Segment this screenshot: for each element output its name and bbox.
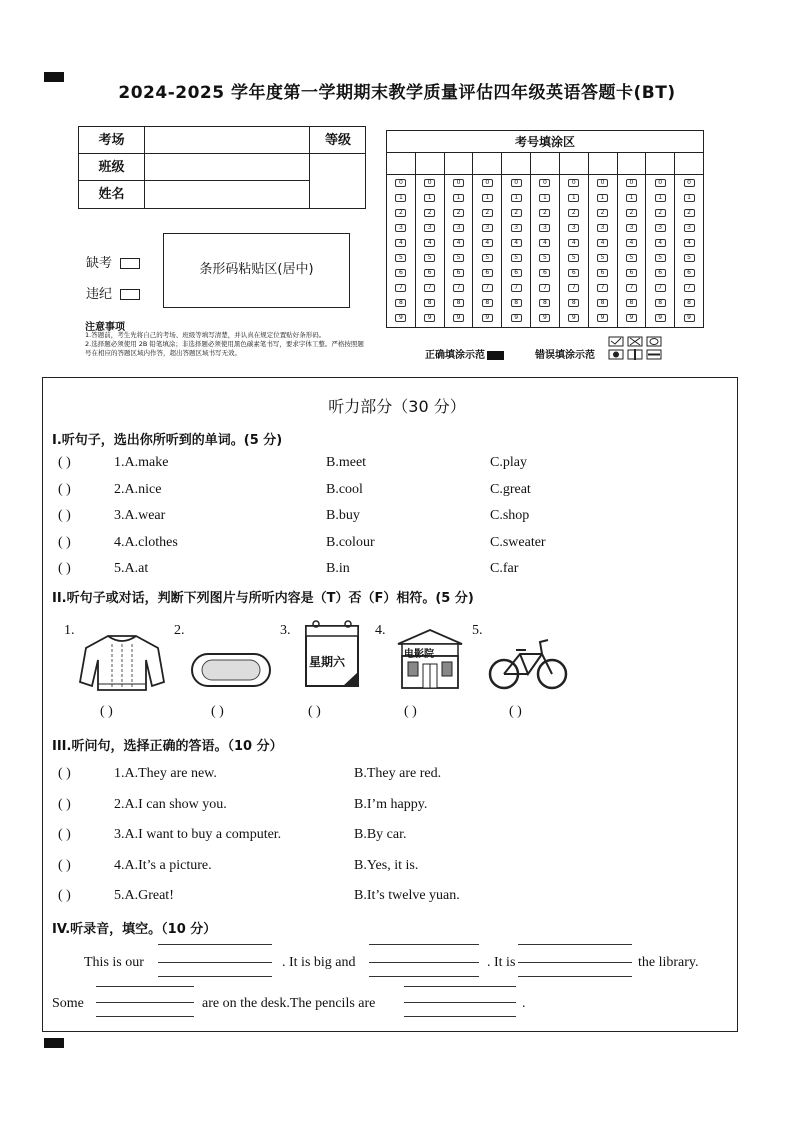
part1-heading: I.听句子，选出你所听到的单词。(5 分): [52, 433, 283, 448]
exam-digit-bubble[interactable]: 6: [655, 269, 666, 277]
option-c: C.far: [490, 561, 519, 576]
notes-text: [85, 331, 370, 358]
picture-number-1: 1.: [64, 623, 75, 638]
exam-digit-bubble[interactable]: 9: [539, 314, 550, 322]
answer-blank[interactable]: ( ): [58, 481, 71, 497]
exam-digit-bubble[interactable]: 0: [395, 179, 406, 187]
class-row: [79, 154, 309, 181]
answer-blank-pic4[interactable]: ( ): [404, 704, 417, 719]
exam-digit-bubble[interactable]: 9: [597, 314, 608, 322]
exam-digit-bubble[interactable]: 2: [395, 209, 406, 217]
exam-digit-bubble[interactable]: 8: [539, 299, 550, 307]
part3-heading: III.听问句，选择正确的答语。（10 分）: [52, 739, 283, 754]
exam-digit-bubble[interactable]: 4: [568, 239, 579, 247]
exam-digit-bubble[interactable]: 9: [453, 314, 464, 322]
exam-digit-write-cell[interactable]: [502, 153, 530, 175]
exam-digit-bubble[interactable]: 0: [597, 179, 608, 187]
exam-digit-bubble[interactable]: 0: [568, 179, 579, 187]
exam-digit-bubble[interactable]: 8: [453, 299, 464, 307]
exam-digit-bubble[interactable]: 3: [626, 224, 637, 232]
exam-grid-column: [387, 153, 416, 327]
exam-digit-bubble[interactable]: 1: [597, 194, 608, 202]
option-c: C.great: [490, 481, 531, 497]
exam-digit-bubble[interactable]: 3: [597, 224, 608, 232]
exam-digit-bubble[interactable]: 8: [395, 299, 406, 307]
correct-fill-example: [425, 346, 504, 361]
exam-digit-bubble[interactable]: 8: [597, 299, 608, 307]
fill-blank-1[interactable]: [158, 962, 272, 963]
discipline-label: 违纪: [86, 287, 113, 302]
option-a: 1.A.They are new.: [114, 766, 217, 781]
exam-digit-bubble[interactable]: 4: [395, 239, 406, 247]
exam-digit-bubble[interactable]: 5: [568, 254, 579, 262]
option-a: 5.A.Great!: [114, 888, 174, 903]
fill-blank-5[interactable]: [404, 1002, 516, 1003]
exam-digit-bubble[interactable]: 1: [568, 194, 579, 202]
exam-digit-bubble[interactable]: 4: [655, 239, 666, 247]
exam-digit-bubble[interactable]: 5: [424, 254, 435, 262]
option-c: C.shop: [490, 508, 530, 523]
answer-blank[interactable]: ( ): [58, 534, 71, 550]
exam-digit-bubble[interactable]: 0: [511, 179, 522, 187]
exam-digit-bubble[interactable]: 9: [655, 314, 666, 322]
exam-digit-bubble[interactable]: 6: [539, 269, 550, 277]
exam-digit-bubble[interactable]: 3: [453, 224, 464, 232]
exam-digit-bubble[interactable]: 1: [424, 194, 435, 202]
fill-sentence-3: . It is: [487, 955, 516, 970]
exam-digit-bubble[interactable]: 6: [453, 269, 464, 277]
exam-grid-column: [502, 153, 531, 327]
picture-number-4: 4.: [375, 623, 386, 638]
exam-digit-bubble[interactable]: 2: [482, 209, 493, 217]
exam-digit-bubble[interactable]: 0: [684, 179, 695, 187]
cinema-text: 电影院: [404, 649, 434, 660]
exam-digit-bubble[interactable]: 0: [424, 179, 435, 187]
exam-digit-write-cell[interactable]: [445, 153, 473, 175]
discipline-checkbox[interactable]: [120, 289, 140, 300]
exam-digit-bubble[interactable]: 9: [424, 314, 435, 322]
exam-room-label: 考场: [79, 127, 145, 153]
exam-grid-column: [531, 153, 560, 327]
exam-digit-bubble[interactable]: 3: [511, 224, 522, 232]
exam-digit-bubble[interactable]: 9: [511, 314, 522, 322]
absent-checkbox[interactable]: [120, 258, 140, 269]
filled-bubble-icon: [487, 351, 504, 360]
option-b: B.buy: [326, 508, 360, 523]
answer-blank-pic2[interactable]: ( ): [211, 704, 224, 719]
exam-digit-bubble[interactable]: 5: [511, 254, 522, 262]
exam-digit-bubble[interactable]: 2: [424, 209, 435, 217]
exam-digit-write-cell[interactable]: [675, 153, 703, 175]
exam-digit-bubble[interactable]: 8: [684, 299, 695, 307]
exam-digit-bubble[interactable]: 2: [568, 209, 579, 217]
exam-digit-bubble[interactable]: 8: [482, 299, 493, 307]
option-a: 4.A.clothes: [114, 534, 178, 550]
exam-digit-bubble[interactable]: 1: [395, 194, 406, 202]
exam-digit-bubble[interactable]: 1: [511, 194, 522, 202]
exam-digit-bubble[interactable]: 1: [655, 194, 666, 202]
exam-digit-write-cell[interactable]: [589, 153, 617, 175]
exam-digit-bubble[interactable]: 0: [626, 179, 637, 187]
exam-digit-bubble[interactable]: 0: [539, 179, 550, 187]
option-b: B.I’m happy.: [354, 796, 428, 812]
exam-digit-bubble[interactable]: 5: [482, 254, 493, 262]
exam-digit-bubble[interactable]: 5: [684, 254, 695, 262]
exam-digit-bubble[interactable]: 4: [597, 239, 608, 247]
answer-blank[interactable]: ( ): [58, 857, 71, 873]
answer-blank[interactable]: ( ): [58, 827, 71, 842]
exam-digit-bubble[interactable]: 3: [655, 224, 666, 232]
barcode-area: 条形码粘贴区(居中): [163, 233, 350, 308]
option-a: 4.A.It’s a picture.: [114, 857, 212, 873]
exam-digit-bubble[interactable]: 9: [684, 314, 695, 322]
exam-digit-bubble[interactable]: 4: [684, 239, 695, 247]
exam-digit-bubble[interactable]: 1: [626, 194, 637, 202]
exam-digit-bubble[interactable]: 7: [539, 284, 550, 292]
exam-digit-bubble[interactable]: 9: [626, 314, 637, 322]
exam-digit-bubble[interactable]: 8: [568, 299, 579, 307]
wrong-fill-example: [535, 346, 595, 361]
exam-digit-bubble[interactable]: 8: [424, 299, 435, 307]
exam-digit-bubble[interactable]: 0: [453, 179, 464, 187]
wrong-fill-label: 错误填涂示范: [535, 350, 595, 361]
answer-blank[interactable]: ( ): [58, 796, 71, 812]
sweater-icon: [78, 632, 166, 694]
absent-checkbox-row: [86, 252, 140, 271]
part4-heading: IV.听录音，填空。（10 分）: [52, 922, 217, 937]
option-b: B.cool: [326, 481, 363, 497]
option-b: B.Yes, it is.: [354, 857, 419, 873]
exam-digit-bubble[interactable]: 7: [482, 284, 493, 292]
exam-digit-bubble[interactable]: 4: [539, 239, 550, 247]
discipline-checkbox-row: [86, 283, 140, 302]
calendar-text: 星期六: [309, 655, 346, 669]
exam-digit-bubble[interactable]: 5: [597, 254, 608, 262]
option-b: B.They are red.: [354, 766, 442, 781]
option-a: 2.A.I can show you.: [114, 796, 227, 812]
exam-digit-bubble[interactable]: 7: [395, 284, 406, 292]
answer-blank[interactable]: ( ): [58, 561, 71, 576]
fill-sentence-5: Some: [52, 996, 84, 1011]
answer-blank[interactable]: ( ): [58, 455, 71, 470]
option-b: B.in: [326, 561, 350, 576]
page-title: 2024-2025 学年度第一学期期末教学质量评估四年级英语答题卡(BT): [118, 83, 676, 103]
answer-blank-pic5[interactable]: ( ): [509, 704, 522, 719]
exam-digit-bubble[interactable]: 7: [511, 284, 522, 292]
exam-grid-column: [646, 153, 675, 327]
exam-digit-write-cell[interactable]: [560, 153, 588, 175]
part2-heading: II.听句子或对话，判断下列图片与所听内容是（T）否（F）相符。(5 分): [52, 591, 474, 606]
exam-digit-bubble[interactable]: 7: [626, 284, 637, 292]
exam-digit-bubble[interactable]: 2: [655, 209, 666, 217]
exam-digit-write-cell[interactable]: [618, 153, 646, 175]
option-b: B.meet: [326, 455, 367, 470]
exam-digit-bubble[interactable]: 3: [539, 224, 550, 232]
exam-digit-bubble[interactable]: 4: [626, 239, 637, 247]
exam-digit-bubble[interactable]: 6: [684, 269, 695, 277]
fill-blank-2[interactable]: [369, 962, 479, 963]
exam-digit-bubble[interactable]: 9: [568, 314, 579, 322]
notes-line-2: 2.选择题必须使用 2B 铅笔填涂；非选择题必须使用黑色碳素笔书写，要求字体工整。严格按照题号在相应的答题区域内作答，超出答题区域书写无效。: [85, 340, 364, 357]
exam-grid-column: [589, 153, 618, 327]
exam-digit-bubble[interactable]: 6: [511, 269, 522, 277]
correct-fill-label: 正确填涂示范: [425, 350, 485, 361]
exam-digit-bubble[interactable]: 6: [568, 269, 579, 277]
student-info-table: [78, 126, 366, 209]
answer-blank[interactable]: ( ): [58, 888, 71, 903]
option-a: 3.A.I want to buy a computer.: [114, 827, 282, 842]
fill-blank-3[interactable]: [518, 962, 632, 963]
eraser-icon: [190, 652, 272, 688]
fill-sentence-4: the library.: [638, 955, 699, 970]
exam-digit-bubble[interactable]: 5: [539, 254, 550, 262]
exam-digit-bubble[interactable]: 9: [395, 314, 406, 322]
exam-digit-bubble[interactable]: 5: [453, 254, 464, 262]
notes-line-1: 1.答题前，考生先将自己的考场、班级等填写清楚，并认真在规定位置贴好条形码。: [85, 331, 326, 339]
exam-digit-bubble[interactable]: 7: [568, 284, 579, 292]
picture-number-3: 3.: [280, 623, 291, 638]
exam-digit-bubble[interactable]: 6: [482, 269, 493, 277]
exam-grid-column: [560, 153, 589, 327]
exam-grid-column: [618, 153, 647, 327]
answer-blank-pic1[interactable]: ( ): [100, 704, 113, 719]
option-b: B.It’s twelve yuan.: [354, 888, 460, 903]
class-label: 班级: [79, 154, 145, 180]
fill-sentence-1: This is our: [84, 955, 144, 970]
exam-digit-bubble[interactable]: 2: [597, 209, 608, 217]
picture-number-2: 2.: [174, 623, 185, 638]
absent-label: 缺考: [86, 256, 113, 271]
exam-digit-bubble[interactable]: 2: [626, 209, 637, 217]
exam-digit-bubble[interactable]: 6: [395, 269, 406, 277]
exam-digit-bubble[interactable]: 1: [482, 194, 493, 202]
option-b: B.colour: [326, 534, 375, 550]
exam-digit-bubble[interactable]: 2: [684, 209, 695, 217]
exam-digit-bubble[interactable]: 3: [424, 224, 435, 232]
exam-digit-bubble[interactable]: 1: [539, 194, 550, 202]
fill-blank-4[interactable]: [96, 1002, 194, 1003]
exam-digit-write-cell[interactable]: [416, 153, 444, 175]
exam-digit-bubble[interactable]: 7: [684, 284, 695, 292]
name-row: [79, 181, 309, 208]
exam-digit-bubble[interactable]: 6: [626, 269, 637, 277]
option-a: 2.A.nice: [114, 481, 162, 497]
exam-digit-bubble[interactable]: 3: [482, 224, 493, 232]
exam-digit-bubble[interactable]: 4: [511, 239, 522, 247]
exam-digit-bubble[interactable]: 3: [395, 224, 406, 232]
notes-title: 注意事项: [85, 322, 125, 333]
exam-digit-bubble[interactable]: 0: [482, 179, 493, 187]
answer-blank-pic3[interactable]: ( ): [308, 704, 321, 719]
exam-digit-bubble[interactable]: 1: [684, 194, 695, 202]
option-a: 1.A.make: [114, 455, 169, 470]
listening-section-title: 听力部分（30 分）: [328, 397, 466, 416]
exam-digit-bubble[interactable]: 1: [453, 194, 464, 202]
option-a: 3.A.wear: [114, 508, 166, 523]
exam-digit-bubble[interactable]: 9: [482, 314, 493, 322]
answer-blank[interactable]: ( ): [58, 766, 71, 781]
exam-digit-bubble[interactable]: 8: [626, 299, 637, 307]
exam-grid-title: 考号填涂区: [387, 131, 703, 153]
exam-room-row: [79, 127, 309, 154]
exam-digit-bubble[interactable]: 3: [684, 224, 695, 232]
exam-digit-bubble[interactable]: 2: [539, 209, 550, 217]
wrong-fill-symbols-icon: [608, 336, 668, 362]
picture-number-5: 5.: [472, 623, 483, 638]
exam-digit-bubble[interactable]: 0: [655, 179, 666, 187]
name-label: 姓名: [79, 181, 145, 208]
exam-digit-bubble[interactable]: 2: [453, 209, 464, 217]
exam-digit-bubble[interactable]: 8: [655, 299, 666, 307]
exam-number-grid[interactable]: [386, 130, 704, 328]
answer-blank[interactable]: ( ): [58, 508, 71, 523]
exam-digit-bubble[interactable]: 3: [568, 224, 579, 232]
exam-digit-bubble[interactable]: 7: [655, 284, 666, 292]
exam-digit-bubble[interactable]: 4: [482, 239, 493, 247]
exam-digit-bubble[interactable]: 6: [424, 269, 435, 277]
option-c: C.play: [490, 455, 527, 470]
exam-digit-write-cell[interactable]: [473, 153, 501, 175]
exam-digit-bubble[interactable]: 4: [424, 239, 435, 247]
exam-digit-bubble[interactable]: 6: [597, 269, 608, 277]
exam-digit-bubble[interactable]: 2: [511, 209, 522, 217]
grade-label: 等级: [310, 127, 366, 154]
option-a: 5.A.at: [114, 561, 149, 576]
exam-grid-columns: [387, 153, 703, 327]
option-b: B.By car.: [354, 827, 407, 842]
exam-digit-bubble[interactable]: 4: [453, 239, 464, 247]
exam-digit-bubble[interactable]: 7: [597, 284, 608, 292]
exam-digit-bubble[interactable]: 8: [511, 299, 522, 307]
option-c: C.sweater: [490, 534, 546, 550]
bicycle-icon: [488, 634, 570, 692]
exam-grid-column: [675, 153, 703, 327]
exam-digit-bubble[interactable]: 7: [424, 284, 435, 292]
exam-digit-bubble[interactable]: 5: [655, 254, 666, 262]
exam-grid-column: [416, 153, 445, 327]
fill-sentence-6: are on the desk.The pencils are: [202, 996, 376, 1011]
exam-digit-bubble[interactable]: 7: [453, 284, 464, 292]
exam-digit-bubble[interactable]: 5: [395, 254, 406, 262]
exam-grid-column: [473, 153, 502, 327]
fill-sentence-7: .: [522, 996, 526, 1011]
exam-digit-write-cell[interactable]: [387, 153, 415, 175]
exam-digit-write-cell[interactable]: [646, 153, 674, 175]
exam-digit-write-cell[interactable]: [531, 153, 559, 175]
exam-grid-column: [445, 153, 474, 327]
exam-digit-bubble[interactable]: 5: [626, 254, 637, 262]
alignment-marker-bottom: [44, 1038, 64, 1048]
fill-sentence-2: . It is big and: [282, 955, 356, 970]
